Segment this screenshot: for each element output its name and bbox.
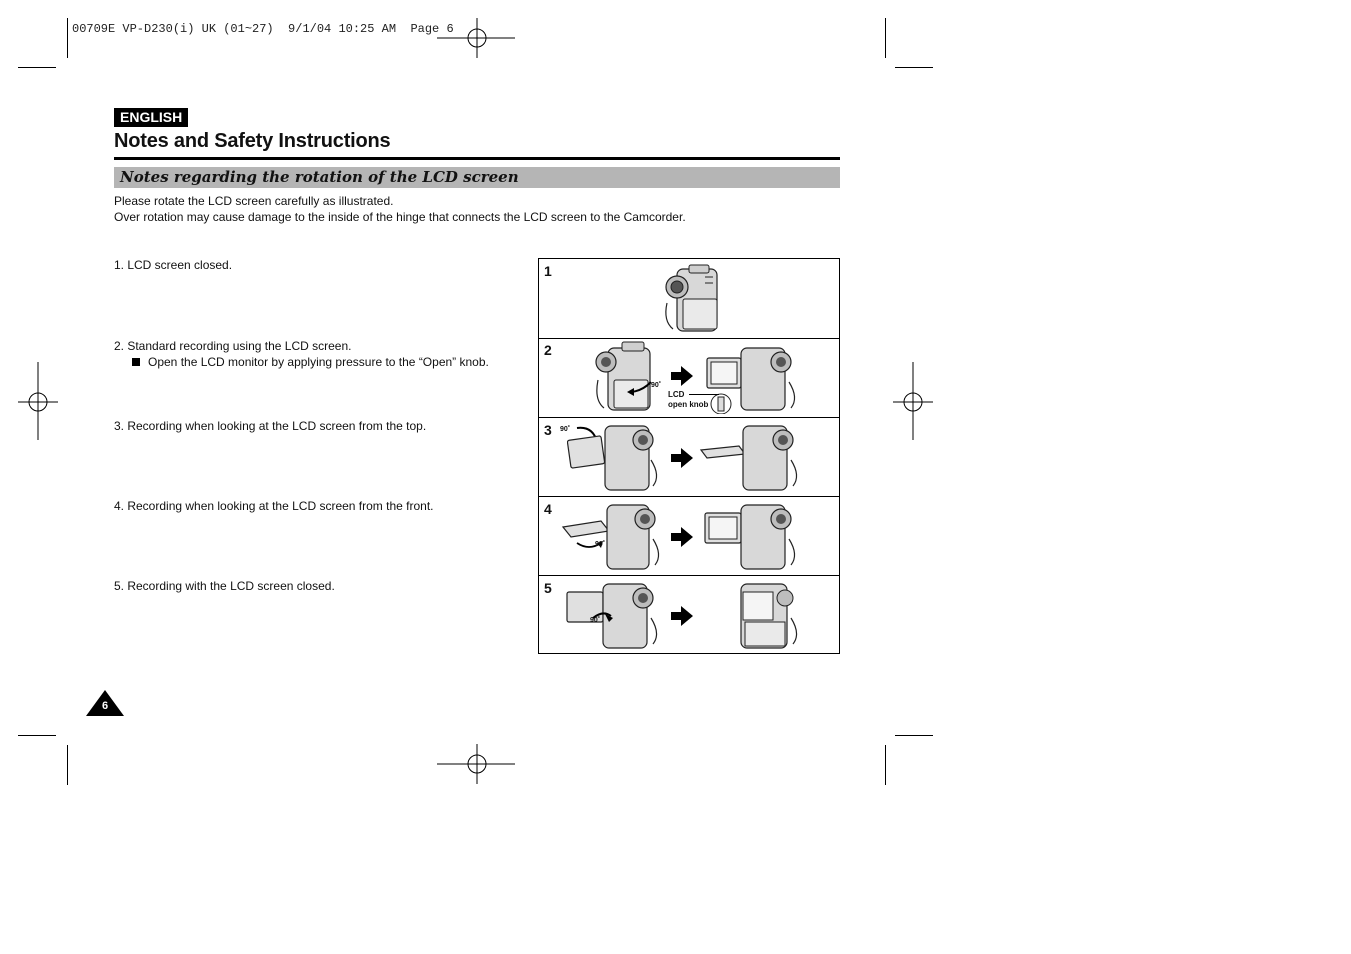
right-arrow-icon bbox=[671, 527, 693, 547]
degree-label: 90˚ bbox=[590, 617, 601, 624]
camcorder-icon bbox=[594, 340, 666, 414]
crop-mark bbox=[895, 735, 933, 736]
camcorder-icon bbox=[699, 420, 803, 494]
rotation-arrow-icon bbox=[627, 380, 653, 396]
page-number-badge bbox=[86, 690, 124, 716]
callout-leader bbox=[689, 394, 719, 395]
lcd-rotation-figure bbox=[538, 258, 840, 654]
step-item: 4. Recording when looking at the LCD screen from the front. bbox=[114, 499, 434, 513]
right-arrow-icon bbox=[671, 366, 693, 386]
step-item: 2. Standard recording using the LCD screen. bbox=[114, 339, 352, 353]
crop-mark bbox=[885, 745, 886, 785]
camcorder-icon bbox=[661, 263, 725, 335]
registration-mark-icon bbox=[893, 362, 933, 442]
panel-number: 1 bbox=[544, 263, 552, 279]
callout-line: LCD bbox=[668, 390, 685, 399]
panel-number: 3 bbox=[544, 422, 552, 438]
step-item: 1. LCD screen closed. bbox=[114, 258, 233, 272]
camcorder-icon bbox=[567, 420, 663, 494]
registration-mark-icon bbox=[437, 744, 517, 784]
camcorder-icon bbox=[705, 342, 801, 414]
step-item: 3. Recording when looking at the LCD screen from the top. bbox=[114, 419, 427, 433]
figure-panel bbox=[539, 497, 839, 576]
crop-mark bbox=[67, 745, 68, 785]
step-sub-item bbox=[132, 355, 489, 369]
camcorder-icon bbox=[563, 578, 665, 652]
page-title: Notes and Safety Instructions bbox=[114, 130, 391, 152]
crop-mark bbox=[67, 18, 68, 58]
step-sub-text: Open the LCD monitor by applying pressure to the “Open” knob. bbox=[148, 355, 489, 369]
language-badge: ENGLISH bbox=[114, 108, 188, 127]
panel-number: 2 bbox=[544, 342, 552, 358]
camcorder-icon bbox=[703, 499, 803, 573]
panel-number: 5 bbox=[544, 580, 552, 596]
print-header: 00709E VP-D230(i) UK (01~27) 9/1/04 10:25 AM Page 6 bbox=[72, 22, 454, 36]
right-arrow-icon bbox=[671, 448, 693, 468]
intro-line: Please rotate the LCD screen carefully as illustrated. bbox=[114, 194, 394, 208]
title-rule bbox=[114, 157, 840, 160]
lcd-callout bbox=[668, 390, 708, 410]
figure-panel bbox=[539, 418, 839, 497]
figure-panel bbox=[539, 338, 839, 418]
figure-panel bbox=[539, 259, 839, 339]
step-item: 5. Recording with the LCD screen closed. bbox=[114, 579, 335, 593]
crop-mark bbox=[895, 67, 933, 68]
panel-number: 4 bbox=[544, 501, 552, 517]
crop-mark bbox=[885, 18, 886, 58]
camcorder-icon bbox=[735, 578, 803, 652]
bullet-icon bbox=[132, 358, 140, 366]
degree-label: 90˚ bbox=[560, 426, 571, 433]
registration-mark-icon bbox=[18, 362, 58, 442]
section-title: Notes regarding the rotation of the LCD screen bbox=[120, 168, 519, 186]
intro-line: Over rotation may cause damage to the inside of the hinge that connects the LCD screen to the Camcorder. bbox=[114, 210, 686, 224]
page-number: 6 bbox=[101, 700, 109, 712]
degree-label: 90˚ bbox=[651, 382, 662, 389]
degree-label: 90˚ bbox=[595, 541, 606, 548]
callout-line: open knob bbox=[668, 400, 709, 409]
camcorder-icon bbox=[561, 499, 665, 573]
figure-panel bbox=[539, 576, 839, 653]
crop-mark bbox=[18, 67, 56, 68]
crop-mark bbox=[18, 735, 56, 736]
right-arrow-icon bbox=[671, 606, 693, 626]
